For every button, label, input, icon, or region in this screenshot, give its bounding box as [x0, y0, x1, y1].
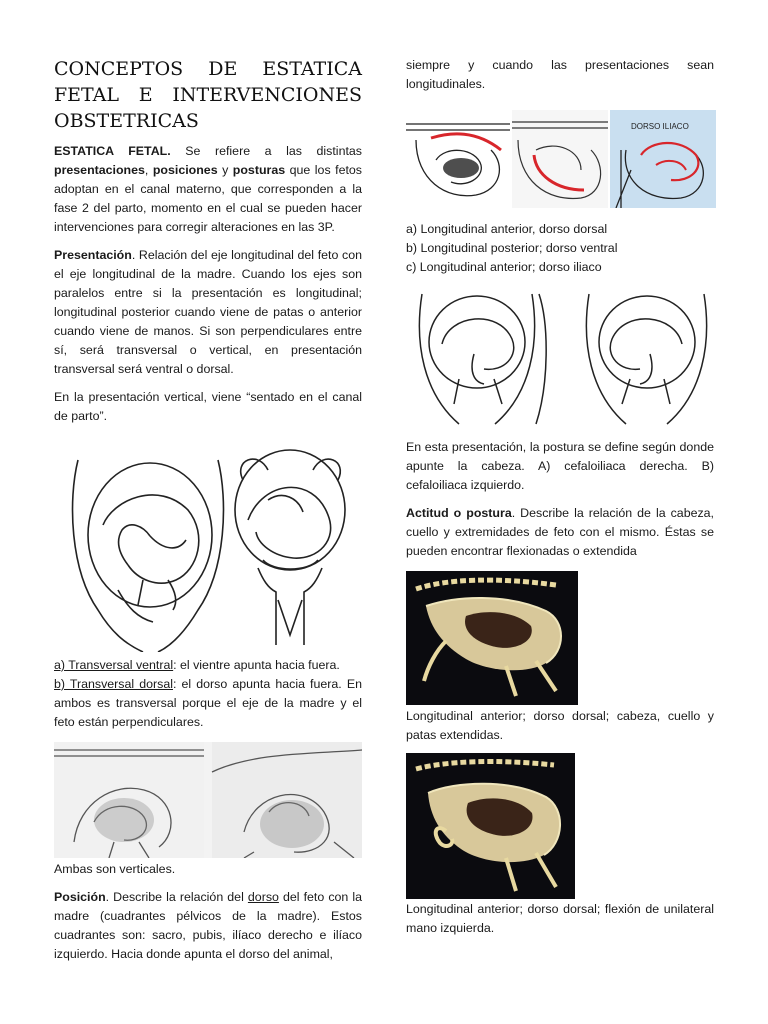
- position-illustration: [406, 110, 716, 208]
- text-span: . Describe la relación del: [105, 890, 248, 904]
- text-span: Se refiere a las distintas: [170, 144, 362, 158]
- transversal-illustration: [58, 440, 358, 652]
- term-posiciones: posiciones: [152, 163, 218, 177]
- caption-extended-posture: Longitudinal anterior; dorso dorsal; cabeza, cuello y patas extendidas.: [406, 709, 714, 742]
- term-posicion: Posición: [54, 890, 106, 904]
- vertical-illustration: [54, 742, 362, 858]
- text-span: . Relación del eje longitudinal del feto con el eje longitudinal de la madre. Cuando los ejes son paralelos entre si la presentación es longitudinal; longitudinal posterior cuando viene de patas o anterior cuando viene de manos. Si son perpendiculares entre sí, será transversal o vertical, en presentación transversal será ventral o dorsal.: [54, 248, 362, 376]
- text-span: : el dorso apunta hacia fuera. En ambos es transversal porque el eje de la madre y el feto están perpendiculares.: [54, 677, 362, 729]
- term-presentaciones: presentaciones: [54, 163, 145, 177]
- paragraph-actitud: [406, 504, 714, 561]
- paragraph-continuation: siempre y cuando las presentaciones sean longitudinales.: [406, 58, 714, 91]
- paragraph-ambas: Ambas son verticales.: [54, 862, 176, 876]
- text-span: que los fetos adoptan en el canal materno, que corresponden a la fase 2 del parto, momento en el cual se pueden hacer intervenciones para corregir alteraciones en las 3P.: [54, 163, 362, 234]
- figure-vertical-presentations: [54, 742, 362, 858]
- text-span: ,: [144, 163, 153, 177]
- options-list: [406, 220, 714, 277]
- label-transversal-dorsal: b) Transversal dorsal: [54, 677, 173, 691]
- term-dorso: dorso: [247, 890, 279, 904]
- extended-posture-illustration: [406, 571, 578, 705]
- paragraph-transversal: [54, 656, 362, 732]
- term-estatica-fetal: ESTATICA FETAL.: [54, 144, 171, 158]
- option-b: b) Longitudinal posterior; dorso ventral: [406, 241, 618, 255]
- paragraph-estatica-fetal: [54, 142, 362, 237]
- paragraph-cefaloiliaca: En esta presentación, la postura se define según donde apunte la cabeza. A) cefaloiliaca derecha. B) cefaloiliaca izquierdo.: [406, 440, 714, 492]
- unilateral-flexion-illustration: [406, 753, 575, 899]
- photo-unilateral-flexion: [406, 753, 575, 899]
- document-title: CONCEPTOS DE ESTATICA FETAL E INTERVENCIONES OBSTETRICAS: [54, 58, 362, 132]
- paragraph-presentacion: [54, 246, 362, 379]
- label-transversal-ventral: a) Transversal ventral: [54, 658, 174, 672]
- figure-transversal-presentations: [58, 440, 358, 652]
- option-a: a) Longitudinal anterior, dorso dorsal: [406, 222, 608, 236]
- paragraph-vertical-note: En la presentación vertical, viene “sentado en el canal de parto”.: [54, 390, 362, 423]
- photo-extended-posture: [406, 571, 578, 705]
- option-c: c) Longitudinal anterior; dorso iliaco: [406, 260, 602, 274]
- text-span: . Describe la relación de la cabeza, cuello y extremidades de feto con el mismo. Éstas se pueden encontrar flexionadas o extendida: [406, 506, 714, 558]
- text-span: y: [217, 163, 233, 177]
- caption-unilateral-flexion: Longitudinal anterior; dorso dorsal; flexión de unilateral mano izquierda.: [406, 902, 714, 935]
- figure-cefaloiliaca: [414, 284, 712, 434]
- paragraph-posicion: [54, 888, 362, 964]
- text-span: : el vientre apunta hacia fuera.: [173, 658, 340, 672]
- text-span: del feto con la madre (cuadrantes pélvicos de la madre). Estos cuadrantes son: sacro, pubis, ilíaco derecho e ilíaco izquierdo. Hacia donde apunta el dorso del animal,: [54, 890, 363, 961]
- figure-position-examples: [406, 110, 716, 208]
- term-posturas: posturas: [232, 163, 286, 177]
- figure-label-dorso-iliaco: DORSO ILIACO: [631, 122, 689, 131]
- cefaloiliaca-illustration: [414, 284, 712, 434]
- term-actitud-postura: Actitud o postura: [406, 506, 512, 520]
- term-presentacion: Presentación: [54, 248, 132, 262]
